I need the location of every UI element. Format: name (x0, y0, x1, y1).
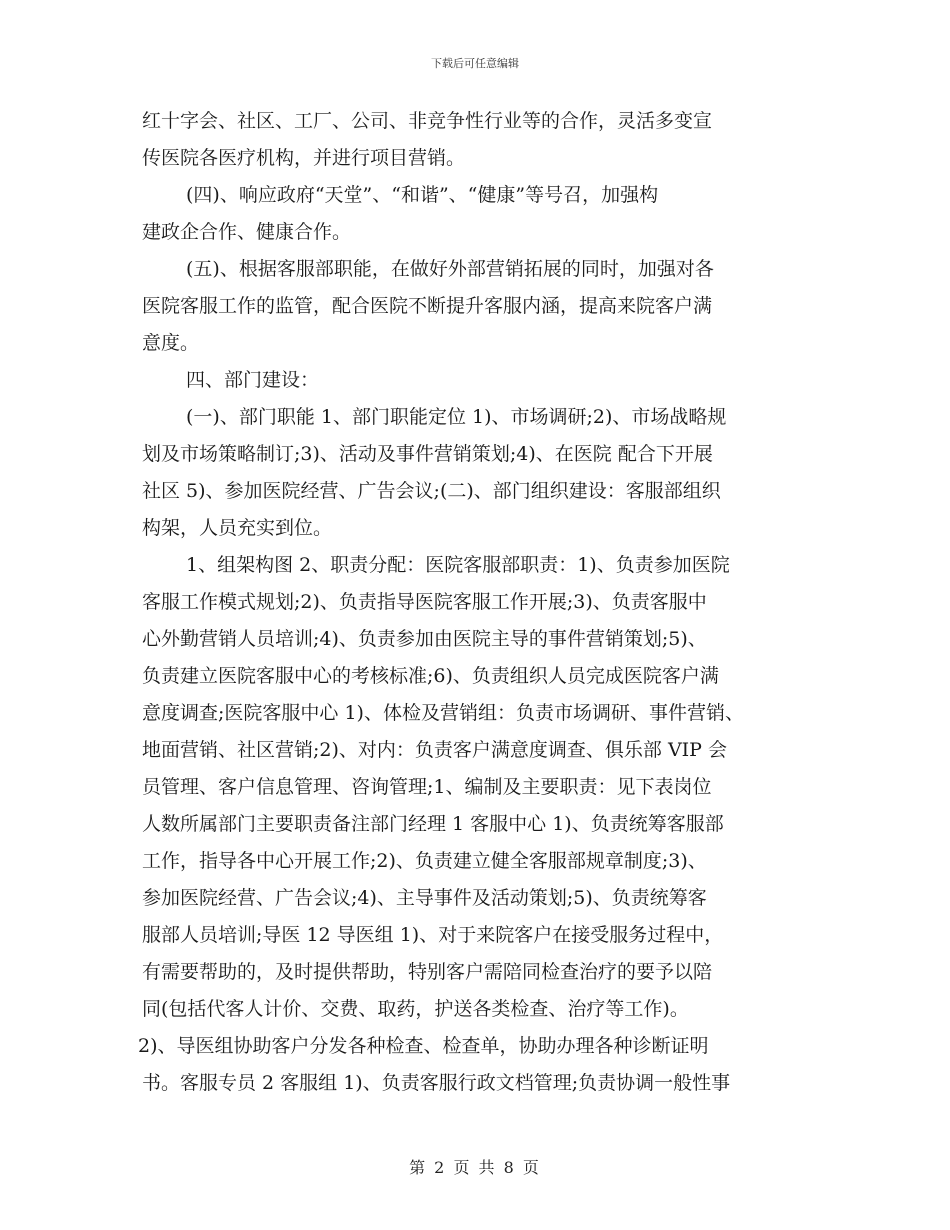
text-line: 1、组架构图 2、职责分配：医院客服部职责：1)、负责参加医院 (186, 554, 730, 576)
text-line: 医院客服工作的监管，配合医院不断提升客服内涵，提高来院客户满 (142, 295, 713, 317)
text-line: 服部人员培训;导医 12 导医组 1)、对于来院客户在接受服务过程中， (142, 924, 724, 946)
text-line: 2)、导医组协助客户分发各种检查、检查单，协助办理各种诊断证明 (138, 1035, 709, 1057)
text-line: (四)、响应政府“天堂”、“和谐”、“健康”等号召，加强构 (186, 184, 659, 206)
text-line: 构架，人员充实到位。 (142, 517, 333, 539)
text-line: 红十字会、社区、工厂、公司、非竞争性行业等的合作，灵活多变宣 (142, 110, 713, 132)
text-line: 传医院各医疗机构，并进行项目营销。 (142, 147, 466, 169)
text-line: 意度。 (142, 332, 200, 354)
text-line: 负责建立医院客服中心的考核标准;6)、负责组织人员完成医院客户满 (142, 665, 719, 687)
text-line: 参加医院经营、广告会议;4)、主导事件及活动策划;5)、负责统筹客 (142, 887, 707, 909)
text-line: 心外勤营销人员培训;4)、负责参加由医院主导的事件营销策划;5)、 (142, 628, 707, 650)
text-line: 书。客服专员 2 客服组 1)、负责客服行政文档管理;负责协调一般性事 (142, 1072, 731, 1094)
text-line: 社区 5)、参加医院经营、广告会议;(二)、部门组织建设：客服部组织 (142, 480, 721, 502)
text-line: 有需要帮助的，及时提供帮助，特别客户需陪同检查治疗的要予以陪 (142, 961, 713, 983)
text-line: (一)、部门职能 1、部门职能定位 1)、市场调研;2)、市场战略规 (186, 406, 727, 428)
text-line: 同(包括代客人计价、交费、取药，护送各类检查、治疗等工作)。 (142, 998, 689, 1020)
text-line: 地面营销、社区营销;2)、对内：负责客户满意度调查、俱乐部 VIP 会 (142, 739, 727, 761)
text-line: 员管理、客户信息管理、咨询管理;1、编制及主要职责：见下表岗位 (142, 776, 712, 798)
text-line: 划及市场策略制订;3)、活动及事件营销策划;4)、在医院 配合下开展 (142, 443, 713, 465)
page-header: 下载后可任意编辑 (431, 57, 519, 70)
document-body (138, 103, 832, 1102)
text-line: 客服工作模式规划;2)、负责指导医院客服工作开展;3)、负责客服中 (142, 591, 707, 613)
text-line: 建政企合作、健康合作。 (142, 221, 352, 243)
text-line: (五)、根据客服部职能，在做好外部营销拓展的同时，加强对各 (186, 258, 714, 280)
text-line: 意度调查;医院客服中心 1)、体检及营销组：负责市场调研、事件营销、 (142, 702, 744, 724)
text-line: 人数所属部门主要职责备注部门经理 1 客服中心 1)、负责统筹客服部 (142, 813, 724, 835)
text-line: 四、部门建设： (186, 369, 320, 391)
text-line: 工作，指导各中心开展工作;2)、负责建立健全客服部规章制度;3)、 (142, 850, 707, 872)
page-number: 第 2 页 共 8 页 (409, 1158, 541, 1177)
